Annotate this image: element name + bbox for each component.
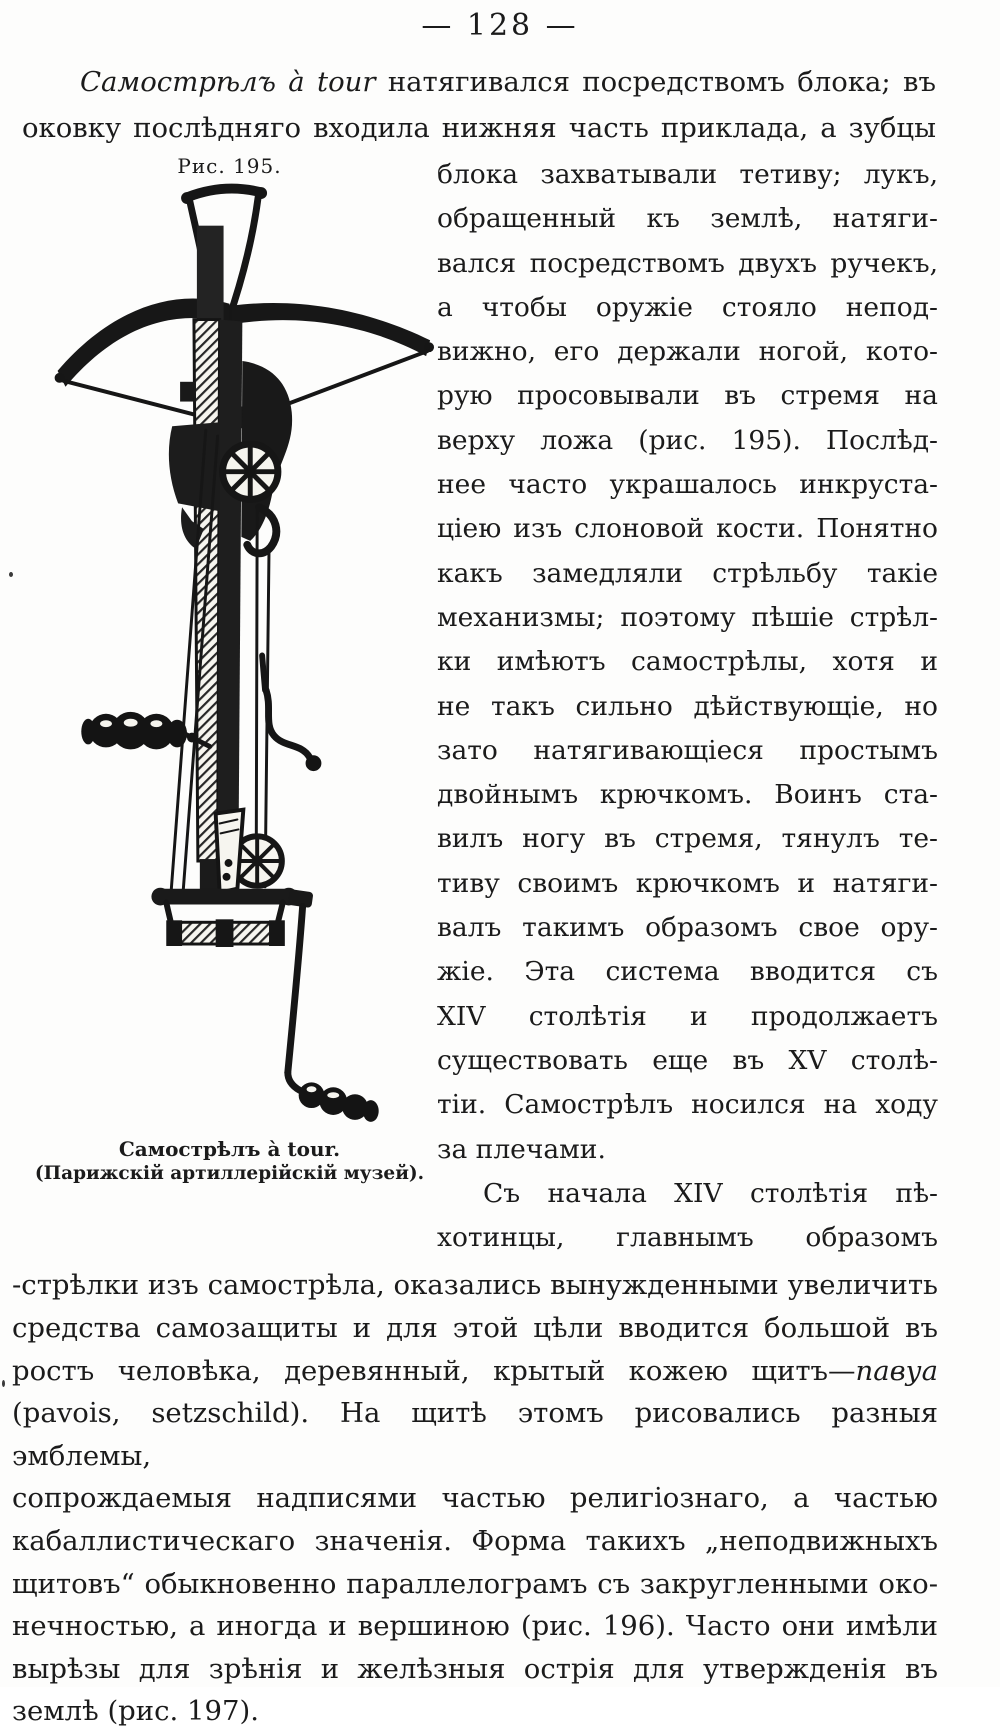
intro-line1-rest: натягивался посредствомъ блока; въ [375, 66, 936, 98]
text-line: обращенный къ землѣ, натяги- [437, 203, 938, 235]
page-number: — 128 — [421, 8, 579, 43]
text-line: ки имѣютъ самострѣлы, хотя и [437, 646, 938, 678]
text-line: сопрождаемыя надписями частью религіознаго, а частью [12, 1482, 938, 1515]
text-line: XIV столѣтія и продолжаетъ [437, 1000, 938, 1032]
text-line: хотинцы, главнымъ образомъ [437, 1222, 938, 1254]
text-line: а чтобы оружіе стояло непод- [437, 291, 938, 323]
text-line: жіе. Эта система вводится съ [437, 956, 938, 988]
text-line: тиву своимъ крючкомъ и натяги- [437, 867, 938, 899]
text-line: оковку послѣдняго входила нижняя часть приклада, а зубцы [22, 112, 936, 144]
engraving-strokes [55, 187, 434, 1122]
left-crank-handle [81, 712, 209, 750]
figure-caption [22, 1136, 437, 1186]
bottom-text [0, 1264, 1000, 1733]
scan-speck [2, 1380, 5, 1387]
text-line: вался посредствомъ двухъ ручекъ, [437, 247, 938, 279]
text-line: Съ начала XIV столѣтія пѣ- [483, 1177, 938, 1209]
text-line: верху ложа (рис. 195). Послѣд- [437, 424, 938, 456]
text-line: нечностью, а иногда и вершиною (рис. 196). Часто они имѣли [12, 1610, 938, 1643]
caption-source: (Парижскій артиллерійскій музей). [34, 1163, 425, 1184]
text-line: блока захватывали тетиву; лукъ, [437, 159, 938, 190]
right-crank-arm [262, 656, 321, 772]
text-line [22, 59, 936, 105]
text-line: вижно, его держали ногой, кото- [437, 336, 938, 368]
text-line: не такъ сильно дѣйствующіе, но [437, 690, 938, 722]
text-line: -стрѣлки изъ самострѣла, оказались вынужденными увеличить [12, 1269, 938, 1302]
italic-lead: Самострѣлъ à tour [80, 66, 376, 98]
crossbow-figure [22, 181, 437, 1130]
two-column-section [0, 153, 1000, 1260]
text-line: рую просовывали въ стремя на [437, 380, 938, 412]
scan-speck [9, 572, 13, 577]
bottom-crank-handle [288, 906, 379, 1121]
text-line [12, 1350, 938, 1393]
figure-column [22, 153, 437, 1260]
figure-label: Рис. 195. [177, 154, 282, 178]
text-line: средства самозащиты и для этой цѣли вводится большой въ [12, 1312, 938, 1345]
text-line: валъ такимъ образомъ свое ору- [437, 912, 938, 944]
crossbow-engraving [22, 181, 437, 1130]
text-line: за плечами. [437, 1133, 606, 1165]
caption-title: Самострѣлъ à tour. [118, 1137, 341, 1161]
text-line: вилъ ногу въ стремя, тянулъ те- [437, 823, 938, 855]
text-line: (pavois, setzschild). На щитѣ этомъ рисовались разныя эмблемы, [12, 1397, 938, 1472]
text-line: существовать еще въ XV столѣ- [437, 1044, 938, 1076]
windlass-frame [151, 888, 313, 947]
text-line: нее часто украшалось инкруста- [437, 469, 938, 501]
text-line: механизмы; поэтому пѣшіе стрѣл- [437, 601, 938, 633]
text-line: ціею изъ слоновой кости. Понятно [437, 513, 938, 545]
line3-italic: павуа [855, 1354, 938, 1387]
text-line: щитовъ“ обыкновенно параллелограмъ съ закругленными око- [12, 1567, 938, 1600]
text-line: двойнымъ крючкомъ. Воинъ ста- [437, 779, 938, 811]
text-line: землѣ (рис. 197). [12, 1695, 259, 1728]
lower-pulley-and-claw [216, 810, 282, 893]
text-line: вырѣзы для зрѣнія и желѣзныя острія для утвержденія въ [12, 1652, 938, 1685]
text-line: какъ замедляли стрѣльбу такіе [437, 557, 938, 589]
text-line: зато натягивающіеся простымъ [437, 734, 938, 766]
intro-paragraph [0, 59, 1000, 151]
text-line: тіи. Самострѣлъ носился на ходу [437, 1089, 938, 1121]
column-text [437, 153, 938, 1260]
line3-regular: ростъ человѣка, деревянный, крытый кожею щитъ— [12, 1354, 856, 1387]
text-line: кабаллистическаго значенія. Форма такихъ „неподвижныхъ [12, 1524, 938, 1557]
